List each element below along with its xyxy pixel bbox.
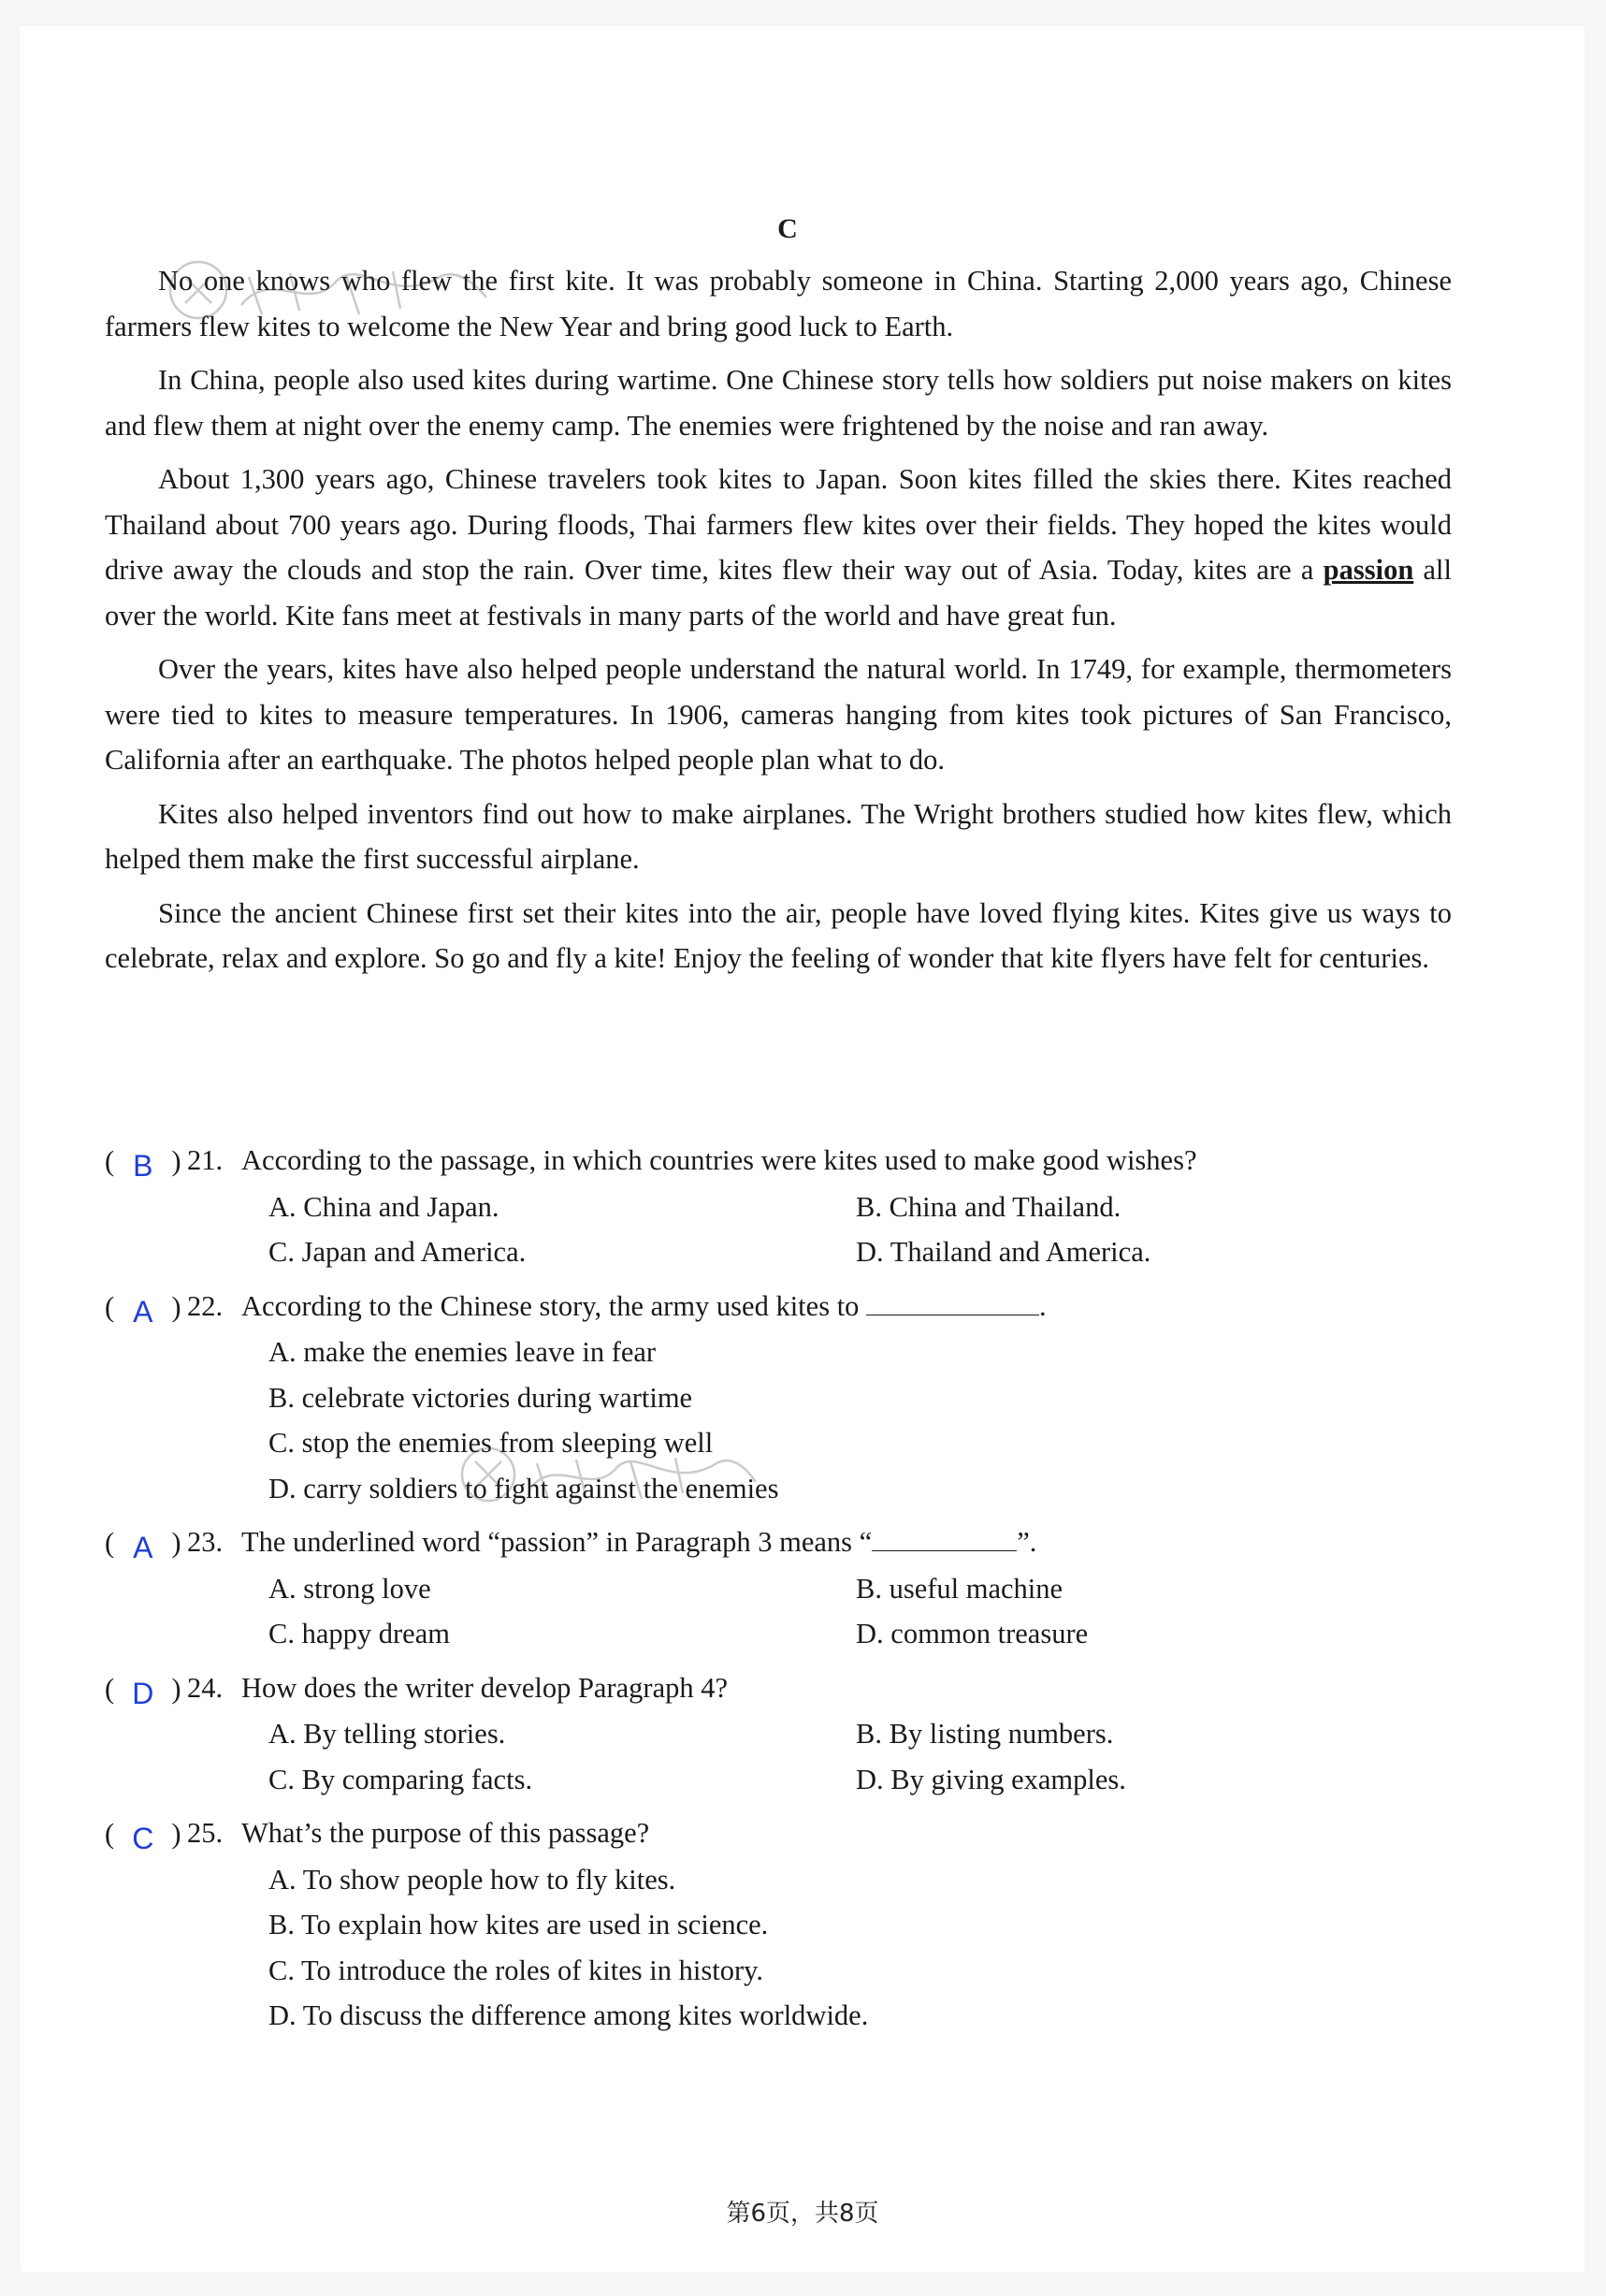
answer-letter: A xyxy=(133,1531,153,1564)
question-number: 22. xyxy=(187,1289,224,1322)
option-b: B. By listing numbers. xyxy=(856,1718,1114,1750)
option-c: C. Japan and America. xyxy=(268,1236,527,1268)
answer-parentheses: ( B ) xyxy=(105,1138,187,1184)
question-number: 25. xyxy=(187,1817,224,1849)
answer-parentheses: ( A ) xyxy=(105,1284,187,1330)
question-25 xyxy=(105,1810,1452,2039)
option-a: A. China and Japan. xyxy=(268,1190,499,1223)
paragraph-2: In China, people also used kites during wartime. One Chinese story tells how soldiers put noise makers on kites and flew them at night over the enemy camp. The enemies were frightened by the noise and ran away. xyxy=(105,364,1452,442)
underlined-word: passion xyxy=(1323,554,1414,586)
options xyxy=(105,1711,1452,1802)
question-24 xyxy=(105,1665,1452,1803)
answer-blank xyxy=(872,1522,1017,1551)
option-a: A. By telling stories. xyxy=(268,1718,506,1750)
question-number: 23. xyxy=(187,1526,224,1558)
question-stem-row xyxy=(105,1810,1452,1857)
paragraph-4: Over the years, kites have also helped people understand the natural world. In 1749, for example, thermometers were tied to kites to measure temperatures. In 1906, cameras hanging from kites took pictures of San Francisco, California after an earthquake. The photos helped people plan what to do. xyxy=(105,653,1452,776)
answer-blank xyxy=(866,1286,1039,1315)
option-d: D. common treasure xyxy=(856,1618,1089,1649)
page-footer: 第6页，共8页 xyxy=(726,2200,879,2228)
question-stem-row xyxy=(105,1284,1452,1330)
option-b: B. celebrate victories during wartime xyxy=(268,1381,693,1414)
question-23 xyxy=(105,1519,1452,1657)
question-stem: The underlined word “passion” in Paragraph 3 means “ ”. xyxy=(241,1519,1036,1566)
options xyxy=(105,1857,1452,2039)
question-stem: According to the passage, in which countries were kites used to make good wishes? xyxy=(241,1144,1197,1176)
options xyxy=(105,1566,1452,1657)
option-c: C. happy dream xyxy=(268,1618,450,1649)
exam-page xyxy=(21,26,1584,2272)
option-d: D. Thailand and America. xyxy=(856,1236,1151,1268)
reading-passage xyxy=(105,258,1452,990)
option-a: A. make the enemies leave in fear xyxy=(268,1336,657,1368)
option-c: C. To introduce the roles of kites in history. xyxy=(268,1954,763,1986)
answer-letter: A xyxy=(133,1294,153,1329)
question-22 xyxy=(105,1284,1452,1512)
question-stem: How does the writer develop Paragraph 4? xyxy=(241,1671,729,1704)
question-number: 21. xyxy=(187,1144,224,1176)
options xyxy=(105,1184,1452,1275)
paragraph-3: About 1,300 years ago, Chinese travelers took kites to Japan. Soon kites filled the skies there. Kites reached Thailand about 700 years ago. During floods, Thai farmers flew kites over their fields. They hoped the kites would drive away the clouds and stop the rain. Over time, kites flew their way out of Asia. Today, kites are a passion all over the world. Kite fans meet at festivals in many parts of the world and have great fun. xyxy=(105,463,1452,632)
answer-parentheses: ( D ) xyxy=(105,1665,187,1712)
answer-letter: D xyxy=(132,1676,154,1710)
question-stem-row xyxy=(105,1665,1452,1712)
question-21 xyxy=(105,1138,1452,1275)
option-b: B. China and Thailand. xyxy=(856,1190,1121,1223)
option-d: D. By giving examples. xyxy=(856,1763,1126,1795)
question-stem: What’s the purpose of this passage? xyxy=(241,1817,650,1849)
answer-parentheses: ( C ) xyxy=(105,1810,187,1857)
answer-letter: B xyxy=(133,1149,153,1183)
option-c: C. stop the enemies from sleeping well xyxy=(268,1427,714,1459)
option-d: D. carry soldiers to fight against the enemies xyxy=(268,1472,779,1504)
option-d: D. To discuss the difference among kites worldwide. xyxy=(268,1999,869,2031)
option-a: A. To show people how to fly kites. xyxy=(268,1863,676,1896)
answer-parentheses: ( A ) xyxy=(105,1519,187,1566)
paragraph-6: Since the ancient Chinese first set their kites into the air, people have loved flying kites. Kites give us ways to celebrate, relax and explore. So go and fly a kite! Enjoy the feeling of wonder that kite flyers have felt for centuries. xyxy=(105,896,1452,974)
question-stem: According to the Chinese story, the army used kites to . xyxy=(241,1284,1047,1330)
option-b: B. useful machine xyxy=(856,1572,1063,1605)
option-c: C. By comparing facts. xyxy=(268,1763,533,1795)
question-list xyxy=(105,1138,1452,2047)
paragraph-1: No one knows who flew the first kite. It was probably someone in China. Starting 2,000 years ago, Chinese farmers flew kites to welcome the New Year and bring good luck to Earth. xyxy=(105,265,1452,342)
question-stem-row xyxy=(105,1138,1452,1184)
question-stem-row xyxy=(105,1519,1452,1566)
answer-letter: C xyxy=(132,1822,154,1855)
section-heading: C xyxy=(777,213,798,244)
option-a: A. strong love xyxy=(268,1572,431,1605)
option-b: B. To explain how kites are used in science. xyxy=(268,1909,769,1940)
question-number: 24. xyxy=(187,1671,224,1704)
options xyxy=(105,1330,1452,1511)
paragraph-5: Kites also helped inventors find out how to make airplanes. The Wright brothers studied how kites flew, which helped them make the first successful airplane. xyxy=(105,797,1452,875)
